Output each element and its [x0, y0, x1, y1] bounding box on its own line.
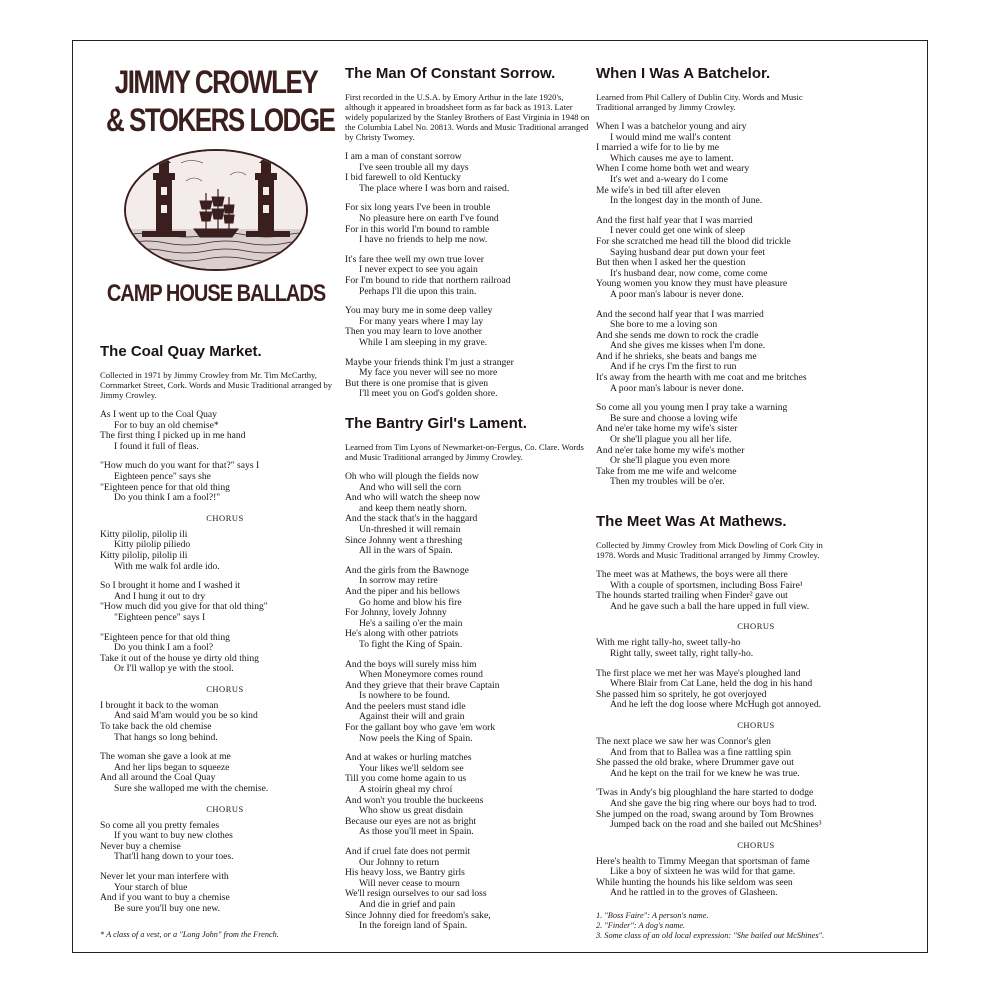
lyric-line: And he rattled in to the groves of Glasheen.	[610, 887, 778, 899]
harbour-ship-icon	[126, 151, 306, 269]
lyric-line: And her lips began to squeeze	[114, 761, 230, 773]
footnotes	[596, 911, 916, 941]
lyric-line: And the second half year that I was married	[596, 308, 764, 320]
lyric-line: Then my troubles will be o'er.	[610, 476, 725, 488]
lyric-line: Kitty pilolip, pilolip ili	[100, 528, 188, 540]
song-title: The Meet Was At Mathews.	[596, 513, 787, 530]
lyric-line: And they grieve that their brave Captain	[345, 679, 500, 691]
lyric-line: Take it out of the house ye dirty old thing	[100, 652, 259, 664]
lyric-line: She passed him so spritely, he got overjoyed	[596, 688, 767, 700]
lyric-line: Be sure you'll buy one new.	[114, 902, 221, 914]
lyric-line: And the girls from the Bawnoge	[345, 564, 469, 576]
lyric-line: Sure she walloped me with the chemise.	[114, 783, 269, 795]
lyric-line: And if he shrieks, she beats and bangs me	[596, 350, 757, 362]
verse	[345, 152, 590, 194]
lyric-line: And the stack that's in the haggard	[345, 513, 478, 525]
lyric-line: With me walk fol ardle ido.	[114, 560, 220, 572]
chorus-label: CHORUS	[737, 719, 775, 730]
lyric-line: Be sure and choose a loving wife	[610, 412, 738, 424]
lyric-line: For to buy an old chemise*	[114, 419, 219, 431]
lyric-line: and keep them neatly shorn.	[359, 502, 467, 514]
verse	[596, 737, 916, 779]
lyric-line: I would mind me wall's content	[610, 131, 731, 143]
lyric-line: Till you come home again to us	[345, 773, 467, 785]
lyric-line: I never could get one wink of sleep	[610, 225, 746, 237]
song-title: When I Was A Batchelor.	[596, 65, 771, 82]
lyric-line: And if cruel fate does not permit	[345, 846, 471, 857]
lyric-line: If you want to buy new clothes	[114, 830, 233, 842]
lyric-line: The woman she gave a look at me	[100, 751, 231, 763]
song-title: The Bantry Girl's Lament.	[345, 415, 527, 432]
lyric-line: It's wet and a-weary do I come	[610, 173, 728, 185]
lyric-line: And she sends me down to rock the cradle	[596, 329, 759, 341]
verse	[345, 753, 590, 838]
chorus-label: CHORUS	[206, 512, 244, 523]
lyric-line: For in this world I'm bound to ramble	[345, 223, 490, 235]
page-frame	[72, 40, 928, 953]
verse	[100, 461, 350, 503]
lyric-line: Right tally, sweet tally, right tally-ho.	[610, 647, 754, 659]
song-batchelor	[596, 65, 916, 497]
lyric-line: Jumped back on the road and she bailed out McShines³	[610, 819, 822, 831]
lyric-line: It's away from the hearth with me coat and me britches	[596, 372, 807, 384]
song-note: Learned from Phil Callery of Dublin City. Words and Music Traditional arranged by Jimmy Crowley.	[596, 92, 803, 112]
lyric-line: I brought it back to the woman	[100, 699, 219, 711]
verse	[345, 566, 590, 651]
verse	[596, 669, 916, 711]
lyric-line: Perhaps I'll die upon this train.	[359, 285, 477, 297]
lyric-line: Eighteen pence" says she	[114, 470, 211, 482]
lyric-line: I found it full of fleas.	[114, 440, 199, 452]
lyric-line: In sorrow may retire	[359, 575, 438, 587]
lyric-line: When I come home both wet and weary	[596, 163, 750, 175]
lyric-line: Your likes we'll seldom see	[359, 762, 464, 774]
lyric-line: As those you'll meet in Spain.	[359, 826, 474, 838]
lyric-line: A stoirín gheal my chroí	[359, 784, 453, 796]
lyric-line: And won't you trouble the buckeens	[345, 794, 484, 806]
lyric-line: Against their will and grain	[359, 711, 465, 723]
lyric-line: All in the wars of Spain.	[359, 545, 453, 557]
lyric-line: The place where I was born and raised.	[359, 182, 510, 194]
lyric-line: Since Johnny went a threshing	[345, 534, 463, 546]
lyric-line: Un-threshed it will remain	[359, 523, 461, 535]
lyric-line: It's husband dear, now come, come come	[610, 267, 768, 279]
lyric-line: For six long years I've been in trouble	[345, 202, 491, 214]
artist-name-line1: JIMMY CROWLEY	[114, 63, 318, 101]
lyric-line: But then when I asked her the question	[596, 257, 746, 269]
lyric-line: While I am sleeping in my grave.	[359, 336, 488, 348]
verse	[345, 472, 590, 557]
lyric-line: And he left the dog loose where McHugh got annoyed.	[610, 699, 822, 711]
lyric-line: And die in grief and pain	[359, 898, 456, 910]
lyric-line: The hounds started trailing when Finder² gave out	[596, 590, 788, 602]
lyric-line: Is nowhere to be found.	[359, 690, 450, 702]
lyric-line: For Johnny, lovely Johnny	[345, 607, 447, 619]
verse	[100, 410, 350, 452]
footnote: 1. "Boss Faire": A person's name.	[596, 911, 709, 921]
lyric-line: Since Johnny died for freedom's sake,	[345, 909, 491, 921]
verse	[345, 358, 590, 400]
chorus-label: CHORUS	[206, 803, 244, 814]
lyric-line: Our Johnny to return	[359, 856, 440, 868]
lyric-line: And if you want to buy a chemise	[100, 892, 230, 904]
lyric-line: Go home and blow his fire	[359, 596, 462, 608]
lyric-line: The first thing I picked up in me hand	[100, 430, 246, 442]
lyric-line: And he kept on the trail for we knew he was true.	[610, 767, 800, 779]
lyric-line: And at wakes or hurling matches	[345, 752, 472, 764]
lyric-line: And who will sell the corn	[359, 481, 462, 493]
lyric-line: Will never cease to mourn	[359, 877, 460, 889]
verse	[596, 216, 916, 301]
lyric-line: So come all you pretty females	[100, 819, 220, 831]
lyric-line: And ne'er take home my wife's mother	[596, 444, 745, 456]
lyric-line: And he gave such a ball the hare upped in full view.	[610, 600, 810, 612]
verse	[100, 821, 350, 863]
lyric-line: A poor man's labour is never done.	[610, 382, 744, 394]
lyric-line: And she gave the big ring where our boys had to trod.	[610, 797, 817, 809]
lyric-line: And the peelers must stand idle	[345, 700, 466, 712]
verse	[596, 857, 916, 899]
lyric-line: A poor man's labour is never done.	[610, 288, 744, 300]
verse	[345, 255, 590, 297]
lyric-line: The first place we met her was Maye's ploughed land	[596, 667, 801, 679]
lyric-line: Do you think I am a fool?!"	[114, 492, 221, 504]
lyric-line: For many years where I may lay	[359, 315, 484, 327]
lyric-line: And the piper and his bellows	[345, 585, 460, 597]
lyric-line: She bore to me a loving son	[610, 319, 718, 331]
song-constant-sorrow	[345, 65, 590, 409]
lyric-line: I'll meet you on God's golden shore.	[359, 388, 498, 400]
lyric-line: Your starch of blue	[114, 881, 188, 893]
song-title: The Man Of Constant Sorrow.	[345, 65, 556, 82]
lyric-line: Here's health to Timmy Meegan that sportsman of fame	[596, 855, 810, 867]
lyric-line: And all around the Coal Quay	[100, 772, 216, 784]
lyric-line: "Eighteen pence" says I	[114, 611, 206, 623]
lyric-line: I bid farewell to old Kentucky	[345, 172, 461, 184]
chorus	[596, 638, 916, 659]
lyric-line: As I went up to the Coal Quay	[100, 409, 217, 420]
lyric-line: For I'm bound to ride that northern railroad	[345, 274, 511, 286]
lyric-line: With a couple of sportsmen, including Boss Faire¹	[610, 579, 803, 591]
song-note: Learned from Tim Lyons of Newmarket-on-Fergus, Co. Clare. Words and Music Traditional arranged by Jimmy Crowley.	[345, 442, 584, 462]
lyric-line: And she gives me kisses when I'm done.	[610, 340, 766, 352]
lyric-line: For she scratched me head till the blood did trickle	[596, 235, 791, 247]
verse	[596, 570, 916, 612]
song-note: Collected by Jimmy Crowley from Mick Dowling of Cork City in 1978. Words and Music Traditional arranged by Jimmy Crowley.	[596, 540, 823, 560]
lyric-line: Because our eyes are not as bright	[345, 815, 477, 827]
lyric-line: Take from me me wife and welcome	[596, 465, 737, 477]
lyric-line: And said M'am would you be so kind	[114, 710, 258, 722]
lyric-line: And the boys will surely miss him	[345, 658, 477, 670]
footnote: 3. Some class of an old local expression: "She bailed out McShines".	[596, 931, 825, 941]
lyric-line: While hunting the hounds his like seldom was seen	[596, 876, 793, 888]
album-logo	[106, 63, 335, 308]
verse	[345, 306, 590, 348]
lyric-line: So come all you young men I pray take a warning	[596, 402, 788, 414]
lyric-line: "How much did you give for that old thing"	[100, 601, 268, 613]
lyric-line: When Moneymore comes round	[359, 669, 483, 681]
lyric-line: He's along with other patriots	[345, 628, 459, 640]
lyric-line: Oh who will plough the fields now	[345, 471, 479, 482]
lyric-line: To fight the King of Spain.	[359, 638, 463, 650]
verse	[345, 660, 590, 745]
lyric-line: It's fare thee well my own true lover	[345, 253, 484, 265]
lyric-line: Or I'll wallop ye with the stool.	[114, 663, 234, 675]
lyric-line: I have no friends to help me now.	[359, 234, 488, 246]
chorus	[100, 530, 350, 572]
lyric-line: Never buy a chemise	[100, 840, 181, 852]
lyric-line: With me right tally-ho, sweet tally-ho	[596, 637, 741, 649]
footnote: 2. "Finder": A dog's name.	[596, 921, 686, 931]
lyric-line: No pleasure here on earth I've found	[359, 212, 499, 224]
song-note: Collected in 1971 by Jimmy Crowley from Mr. Tim McCarthy, Cornmarket Street, Cork. Words and Music Traditional arranged by Jimmy Crowley.	[100, 370, 333, 400]
lyric-line: Do you think I am a fool?	[114, 642, 214, 654]
lyric-line: My face you never will see no more	[359, 367, 498, 379]
lyric-line: And ne'er take home my wife's sister	[596, 423, 738, 435]
song-coal-quay	[100, 343, 350, 940]
verse	[100, 701, 350, 743]
lyric-line: Kitty pilolip, pilolip ili	[100, 549, 188, 561]
lyric-line: Kitty pilolip piliedo	[114, 539, 191, 551]
lyric-line: Where Blair from Cat Lane, held the dog in his hand	[610, 678, 813, 690]
lyric-line: Then you may learn to love another	[345, 326, 482, 338]
lyric-line: We'll resign ourselves to our sad loss	[345, 888, 487, 900]
lyric-line: Maybe your friends think I'm just a stranger	[345, 356, 514, 368]
lyric-line: In the longest day in the month of June.	[610, 195, 763, 207]
song-mathews	[596, 513, 916, 941]
song-bantry	[345, 415, 590, 941]
lyric-line: I am a man of constant sorrow	[345, 151, 462, 162]
lyric-line: 'Twas in Andy's big ploughland the hare started to dodge	[596, 787, 814, 799]
lyric-line: Never let your man interfere with	[100, 871, 229, 882]
chorus-label: CHORUS	[737, 621, 775, 632]
verse	[345, 847, 590, 932]
lyric-line: In the foreign land of Spain.	[359, 920, 468, 932]
lyric-line: Young women you know they must have pleasure	[596, 278, 788, 290]
lyric-line: When I was a batchelor young and airy	[596, 121, 747, 132]
lyric-line: Me wife's in bed till after eleven	[596, 184, 721, 196]
lyric-line: Or she'll plague you even more	[610, 455, 730, 467]
verse	[345, 203, 590, 245]
lyric-line: Who show us great disdain	[359, 805, 463, 817]
lyric-line: Like a boy of sixteen he was wild for that game.	[610, 866, 796, 878]
lyric-line: I never expect to see you again	[359, 264, 478, 276]
album-title: CAMP HOUSE BALLADS	[106, 280, 326, 308]
song-title: The Coal Quay Market.	[100, 343, 262, 360]
lyric-line: And I hung it out to dry	[114, 590, 206, 602]
lyric-line: "Eighteen pence for that old thing	[100, 631, 230, 643]
chorus-label: CHORUS	[737, 839, 775, 850]
lyric-line: That hangs so long behind.	[114, 731, 218, 743]
lyric-line: Now peels the King of Spain.	[359, 732, 473, 744]
lyric-line: "Eighteen pence for that old thing	[100, 481, 230, 493]
lyric-line: You may bury me in some deep valley	[345, 305, 493, 317]
lyric-line: For the gallant boy who gave 'em work	[345, 722, 496, 734]
lyric-line: The meet was at Mathews, the boys were all there	[596, 569, 788, 580]
verse	[596, 310, 916, 395]
lyric-line: And from that to Ballea was a fine rattling spin	[610, 746, 791, 758]
lyric-line: He's a sailing o'er the main	[359, 617, 463, 629]
lyric-line: She passed the old brake, where Drummer gave out	[596, 757, 794, 769]
verse	[596, 403, 916, 488]
lyric-line: Saying husband dear put down your feet	[610, 246, 766, 258]
lyric-line: She jumped on the road, swang around by Tom Brownes	[596, 808, 814, 820]
lyric-line: I married a wife for to lie by me	[596, 142, 720, 154]
song-note: First recorded in the U.S.A. by Emory Arthur in the late 1920's, although it appeared in broadsheet form as far back as 1913. Later widely popularized by the Stanley Brothers of East Virginia in 1948 on the Columbia Label No. 20813. Words and Music Traditional arranged by Christy Twomey.	[345, 92, 590, 142]
lyric-line: And who will watch the sheep now	[345, 492, 481, 504]
verse	[100, 872, 350, 914]
verse	[596, 788, 916, 830]
lyric-line: I've seen trouble all my days	[359, 161, 469, 173]
lyric-line: And if he crys I'm the first to run	[610, 361, 737, 373]
lyric-line: Or she'll plague you all her life.	[610, 434, 732, 446]
verse	[596, 122, 916, 207]
lyric-line: The next place we saw her was Connor's glen	[596, 735, 771, 747]
lyric-line: But there is one promise that is given	[345, 377, 489, 389]
lighthouse-illustration	[124, 149, 308, 271]
lyric-line: His heavy loss, we Bantry girls	[345, 867, 465, 879]
footnote: * A class of a vest, or a "Long John" from the French.	[100, 930, 279, 940]
chorus-label: CHORUS	[206, 683, 244, 694]
artist-name-line2: & STOKERS LODGE	[106, 101, 335, 139]
lyric-line: That'll hang down to your toes.	[114, 851, 234, 863]
verse	[100, 752, 350, 794]
lyric-line: And the first half year that I was married	[596, 214, 753, 226]
lyric-line: So I brought it home and I washed it	[100, 580, 241, 592]
verse	[100, 633, 350, 675]
lyric-line: "How much do you want for that?" says I	[100, 460, 260, 472]
lyric-line: Which causes me aye to lament.	[610, 152, 734, 164]
verse	[100, 581, 350, 623]
lyric-line: To take back the old chemise	[100, 721, 212, 733]
